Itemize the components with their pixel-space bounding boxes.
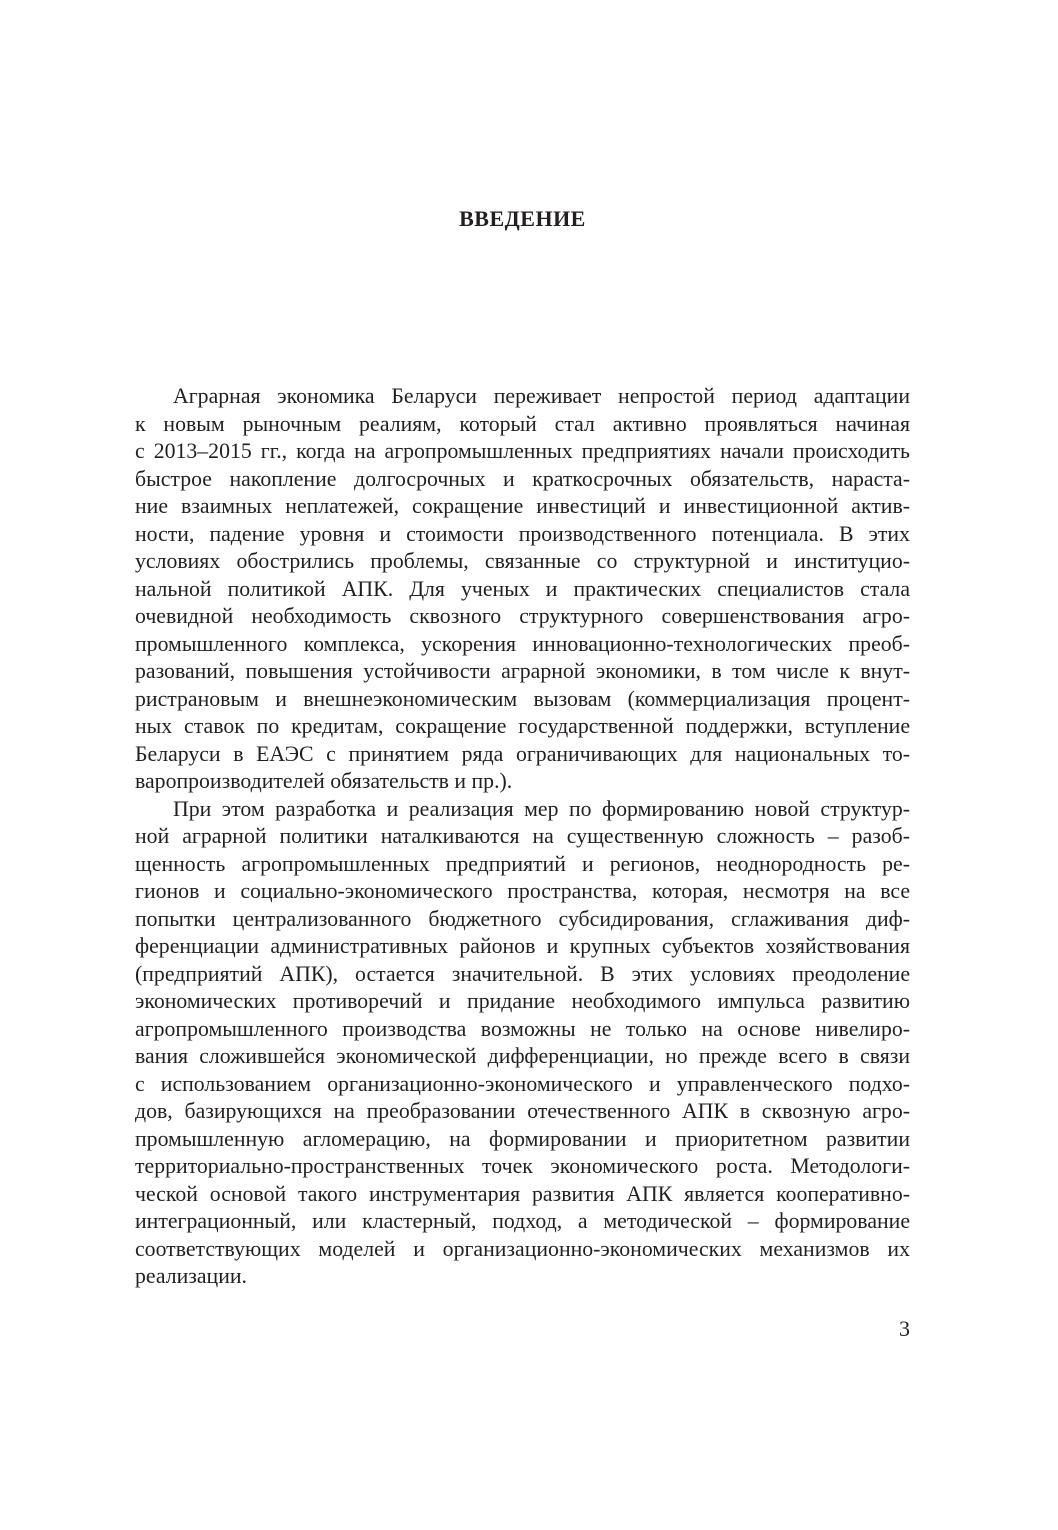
page-number: 3	[899, 1316, 910, 1341]
paragraph-1	[135, 383, 910, 796]
text-line: к новым рыночным реалиям, который стал активно проявляться начиная	[135, 411, 910, 436]
paragraph-2	[135, 796, 910, 1291]
text-line: нальной политикой АПК. Для ученых и практических специалистов стала	[135, 576, 910, 601]
text-line: вания сложившейся экономической дифференциации, но прежде всего в связи	[135, 1044, 910, 1068]
text-line: попытки централизованного бюджетного субсидирования, сглаживания диф-	[135, 906, 910, 931]
text-line: быстрое накопление долгосрочных и краткосрочных обязательств, нараста-	[135, 466, 910, 491]
text-line: с 2013–2015 гг., когда на агропромышленных предприятиях начали происходить	[135, 439, 910, 463]
text-line: Аграрная экономика Беларуси переживает непростой период адаптации	[173, 384, 910, 408]
text-line: ференциации административных районов и крупных субъектов хозяйствования	[135, 934, 910, 958]
text-line: дов, базирующихся на преобразовании отечественного АПК в сквозную агро-	[135, 1099, 910, 1123]
text-line: реализации.	[135, 1264, 247, 1288]
text-line: ческой основой такого инструментария развития АПК является кооперативно-	[135, 1181, 910, 1206]
text-line: промышленного комплекса, ускорения инновационно-технологических преоб-	[135, 631, 910, 656]
text-line: щенность агропромышленных предприятий и регионов, неоднородность ре-	[135, 851, 910, 876]
text-line: гионов и социально-экономического пространства, которая, несмотря на все	[135, 879, 910, 903]
body-text	[135, 383, 910, 1291]
text-line: соответствующих моделей и организационно-экономических механизмов их	[135, 1236, 910, 1261]
page-title: ВВЕДЕНИЕ	[459, 206, 586, 231]
text-line: интеграционный, или кластерный, подход, а методической – формирование	[135, 1209, 910, 1233]
text-line: ности, падение уровня и стоимости производственного потенциала. В этих	[135, 521, 910, 546]
text-line: варопроизводителей обязательств и пр.).	[135, 769, 513, 793]
text-line: разований, повышения устойчивости аграрной экономики, в том числе к внут-	[135, 659, 910, 683]
text-line: условиях обострились проблемы, связанные со структурной и институцио-	[135, 549, 910, 573]
text-line: очевидной необходимость сквозного структурного совершенствования агро-	[135, 604, 910, 628]
text-line: ных ставок по кредитам, сокращение государственной поддержки, вступление	[135, 714, 910, 738]
text-line: ристрановым и внешнеэкономическим вызовам (коммерциализация процент-	[135, 686, 910, 711]
text-line: (предприятий АПК), остается значительной. В этих условиях преодоление	[135, 961, 910, 986]
text-line: с использованием организационно-экономического и управленческого подхо-	[135, 1071, 910, 1096]
text-line: При этом разработка и реализация мер по формированию новой структур-	[173, 796, 910, 821]
text-line: ной аграрной политики наталкиваются на существенную сложность – разоб-	[135, 824, 910, 848]
text-line: агропромышленного производства возможны не только на основе нивелиро-	[135, 1016, 910, 1041]
text-line: промышленную агломерацию, на формировании и приоритетном развитии	[135, 1126, 910, 1151]
text-line: территориально-пространственных точек экономического роста. Методологи-	[135, 1154, 910, 1178]
text-line: экономических противоречий и придание необходимого импульса развитию	[135, 989, 910, 1013]
text-line: Беларуси в ЕАЭС с принятием ряда ограничивающих для национальных то-	[135, 741, 910, 766]
text-line: ние взаимных неплатежей, сокращение инвестиций и инвестиционной актив-	[135, 494, 910, 518]
